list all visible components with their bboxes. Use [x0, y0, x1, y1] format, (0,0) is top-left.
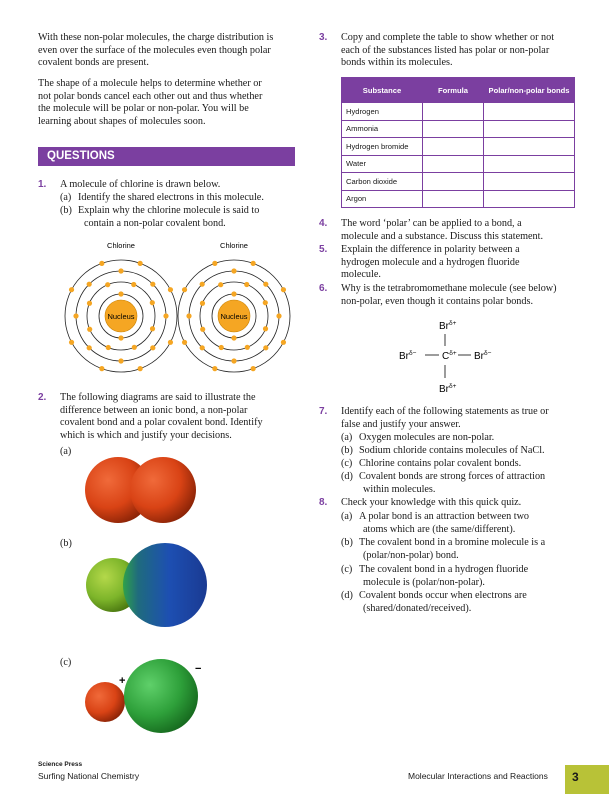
electron: [87, 327, 92, 332]
table-row: Hydrogen bromide: [342, 138, 575, 156]
electron: [263, 282, 268, 287]
question-8: 8. Check your knowledge with this quick quiz.: [319, 497, 522, 508]
question-number: 6.: [319, 283, 328, 294]
electron: [132, 345, 137, 350]
electron: [212, 261, 217, 266]
question-number: 8.: [319, 497, 328, 508]
cation-sphere: [85, 682, 125, 722]
electron: [182, 340, 187, 345]
electron: [73, 313, 78, 318]
substance-table: [341, 77, 575, 208]
column-header: Formula: [423, 78, 484, 103]
question-5: 5. Explain the difference in polarity between a hydrogen molecule and a hydrogen fluoride molecule.: [319, 244, 520, 281]
electron: [245, 345, 250, 350]
question-8c: (c) The covalent bond in a hydrogen fluoride molecule is (polar/non-polar).: [341, 564, 529, 588]
atom-sphere: [130, 457, 196, 523]
question-1: [38, 179, 303, 193]
question-1b: (b) Explain why the chlorine molecule is said to contain a non-polar covalent bond.: [60, 205, 260, 229]
table-row: Water: [342, 155, 575, 173]
atom-sphere: [123, 543, 207, 627]
atom-c: $C^{\delta+}$: [442, 350, 457, 362]
electron: [138, 366, 143, 371]
electron: [87, 282, 92, 287]
atom-br-bottom: $Br^{\delta+}$: [439, 383, 457, 395]
nucleus-label: Nucleus: [220, 312, 248, 321]
chlorine-atom-left: [65, 260, 177, 372]
minus-sign: −: [195, 663, 202, 675]
electron: [251, 261, 256, 266]
question-number: 3.: [319, 32, 328, 43]
text-line: not polar bonds cancel each other out and thus whether: [38, 90, 263, 102]
electron: [118, 358, 123, 363]
electron: [106, 345, 111, 350]
electron: [263, 345, 268, 350]
text-line: The shape of a molecule helps to determine whether or: [38, 78, 262, 89]
question-number: 5.: [319, 244, 328, 255]
electron: [218, 282, 223, 287]
table-row: Hydrogen: [342, 103, 575, 121]
question-2: 2. The following diagrams are said to illustrate the difference between an ionic bond, a non-polar covalent bond and a polar covalent bond. Identify which is which and justify your decisions.: [38, 392, 263, 441]
question-7c: (c) Chlorine contains polar covalent bonds.: [341, 458, 522, 469]
intro-paragraph-2: [38, 78, 303, 128]
text-line: With these non-polar molecules, the charge distribution is: [38, 32, 274, 43]
question-number: 7.: [319, 406, 328, 417]
electron: [99, 261, 104, 266]
electron: [231, 335, 236, 340]
electron: [105, 282, 110, 287]
atom-br-top: $Br^{\delta+}$: [439, 320, 457, 332]
electron: [69, 287, 74, 292]
text-line: learning about shapes of molecules soon.: [38, 115, 206, 127]
chapter-title: Molecular Interactions and Reactions: [408, 771, 548, 781]
electron: [168, 340, 173, 345]
electron: [168, 287, 173, 292]
electron: [118, 335, 123, 340]
question-6: 6. Why is the tetrabromomethane molecule (see below) non-polar, even though it contains polar bonds.: [319, 283, 557, 307]
electron: [244, 282, 249, 287]
chlorine-atom-right: [178, 260, 290, 372]
anion-sphere: [124, 659, 198, 733]
electron: [200, 301, 205, 306]
publisher-name: Science Press: [38, 761, 83, 768]
questions-heading: QUESTIONS: [38, 147, 295, 166]
question-7b: (b) Sodium chloride contains molecules of NaCl.: [341, 445, 545, 456]
electron: [150, 282, 155, 287]
question-number: 1.: [38, 179, 47, 190]
electron: [118, 268, 123, 273]
electron: [186, 313, 191, 318]
text-line: covalent bonds are present.: [38, 57, 149, 69]
diagram-label-c: (c): [60, 657, 72, 668]
question-8b: (b) The covalent bond in a bromine molecule is a (polar/non-polar) bond.: [341, 537, 546, 561]
question-number: 4.: [319, 218, 328, 229]
electron: [99, 366, 104, 371]
question-number: 2.: [38, 392, 47, 403]
question-4: 4. The word ‘polar’ can be applied to a bond, a molecule and a substance. Discuss this statement.: [319, 218, 544, 242]
column-header: Substance: [342, 78, 423, 103]
electron: [276, 313, 281, 318]
electron: [163, 313, 168, 318]
diagram-label-b: (b): [60, 538, 72, 549]
table-row: Carbon dioxide: [342, 173, 575, 191]
electron: [281, 340, 286, 345]
chlorine-molecule-diagram: [55, 236, 305, 381]
atom-br-left: $Br^{\delta-}$: [399, 350, 417, 362]
nucleus-label: Nucleus: [107, 312, 135, 321]
electron: [138, 261, 143, 266]
electron: [263, 326, 268, 331]
question-7: 7. Identify each of the following statements as true or false and justify your answer.: [319, 406, 549, 430]
electron: [231, 358, 236, 363]
chlorine-label-right: Chlorine: [220, 241, 248, 250]
electron: [200, 282, 205, 287]
electron: [219, 345, 224, 350]
question-1a: (a) Identify the shared electrons in this molecule.: [60, 192, 264, 203]
electron: [150, 345, 155, 350]
electron: [118, 291, 123, 296]
page-number: 3: [565, 765, 609, 794]
chlorine-label-left: Chlorine: [107, 241, 135, 250]
electron: [131, 282, 136, 287]
book-title: Surfing National Chemistry: [38, 771, 140, 781]
atom-br-right: $Br^{\delta-}$: [474, 350, 492, 362]
electron: [87, 345, 92, 350]
electron: [200, 327, 205, 332]
tetrabromomethane-structure: [390, 315, 510, 397]
question-7d: (d) Covalent bonds are strong forces of attraction within molecules.: [341, 471, 546, 495]
intro-paragraph-1: [38, 32, 303, 70]
electron: [150, 326, 155, 331]
table-row: Ammonia: [342, 120, 575, 138]
text-line: even over the surface of the molecules even though polar: [38, 44, 271, 56]
electron: [231, 291, 236, 296]
electron: [182, 287, 187, 292]
question-text: A molecule of chlorine is drawn below.: [60, 179, 221, 190]
bond-diagrams: [75, 440, 225, 750]
diagram-label-a: (a): [60, 446, 72, 457]
electron: [231, 268, 236, 273]
question-8d: (d) Covalent bonds occur when electrons are (shared/donated/received).: [341, 590, 527, 614]
electron: [281, 287, 286, 292]
electron: [69, 340, 74, 345]
question-8a: (a) A polar bond is an attraction between two atoms which are (the same/different).: [341, 511, 530, 535]
question-7a: (a) Oxygen molecules are non-polar.: [341, 432, 495, 443]
electron: [87, 301, 92, 306]
electron: [263, 300, 268, 305]
plus-sign: +: [119, 675, 126, 687]
column-header: Polar/non-polar bonds: [484, 78, 575, 103]
table-row: Argon: [342, 190, 575, 208]
electron: [200, 345, 205, 350]
question-3: 3. Copy and complete the table to show whether or not each of the substances listed has polar or non-polar bonds within its molecules.: [319, 32, 555, 69]
text-line: the molecule will be polar or non-polar. You will be: [38, 103, 249, 115]
electron: [212, 366, 217, 371]
electron: [150, 300, 155, 305]
electron: [251, 366, 256, 371]
